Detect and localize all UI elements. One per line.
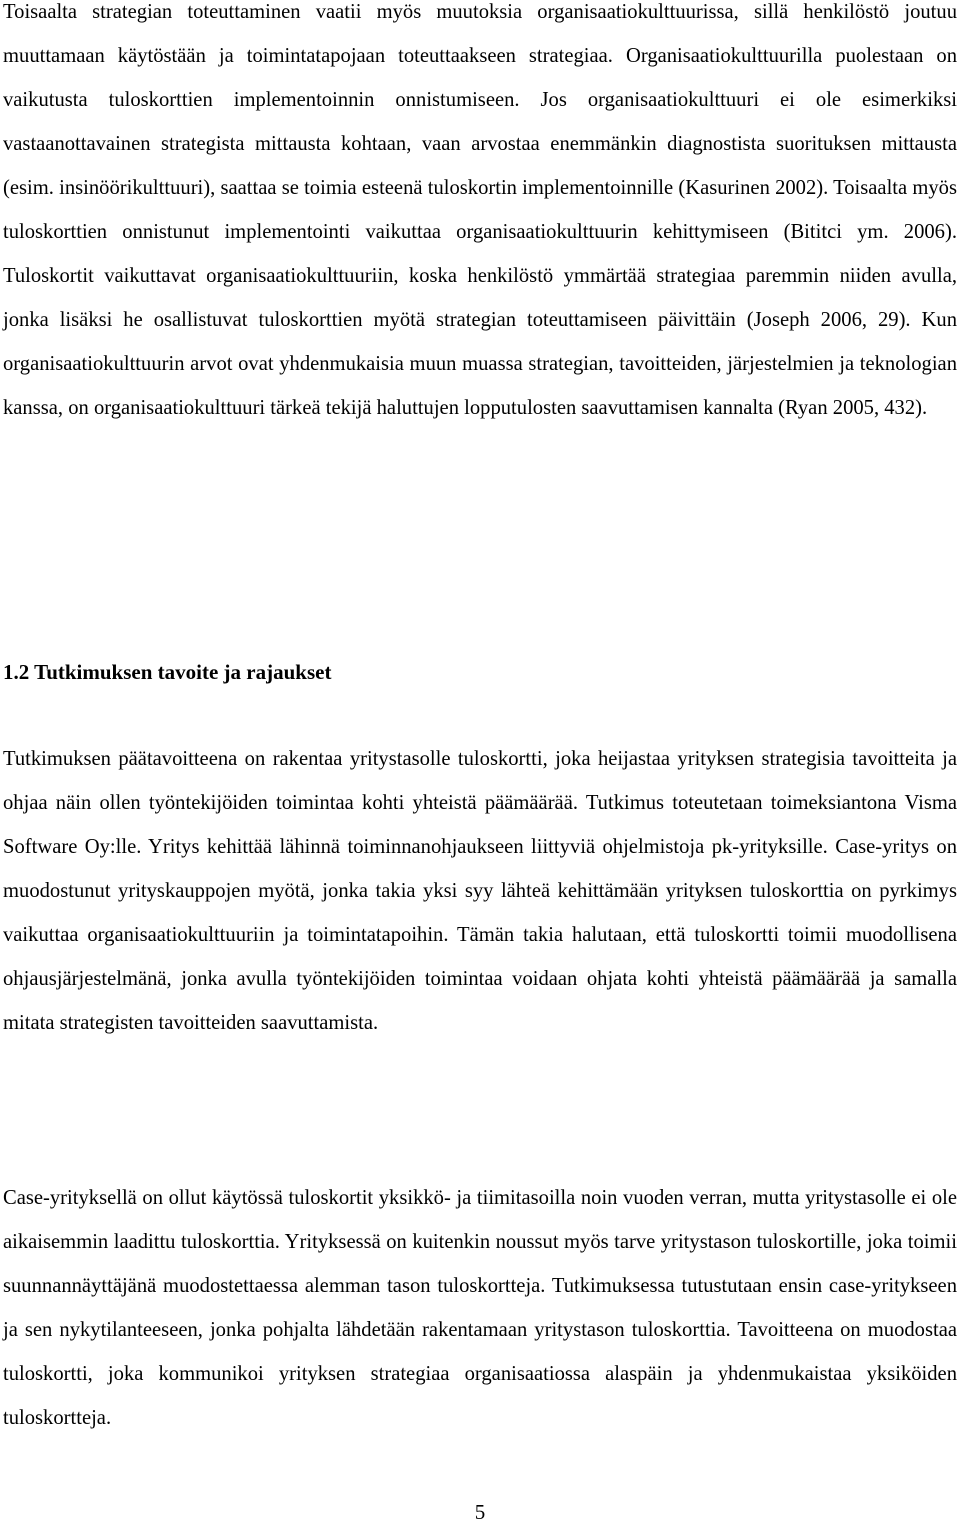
body-paragraph-scope: Case-yrityksellä on ollut käytössä tuloskortit yksikkö- ja tiimitasoilla noin vuoden verran, mutta yritystasolle ei ole aikaisemmin laadittu tuloskorttia. Yrityksessä on kuitenkin noussut myös tarve yritystason tuloskortille, joka toimii suunnannäyttäjänä muodostettaessa alemman tason tuloskortteja. Tutkimuksessa tutustutaan ensin case-yritykseen ja sen nykytilanteeseen, jonka pohjalta lähdetään rakentamaan yritystason tuloskorttia. Tavoitteena on muodostaa tuloskortti, joka kommunikoi yrityksen strategiaa organisaatiossa alaspäin ja yhdenmukaistaa yksiköiden tuloskortteja.	[3, 1187, 957, 1429]
body-paragraph-culture: Toisaalta strategian toteuttaminen vaatii myös muutoksia organisaatiokulttuurissa, sillä henkilöstö joutuu muuttamaan käytöstään ja toimintatapojaan toteuttaakseen strategiaa. Organisaatiokulttuurilla puolestaan on vaikutusta tuloskorttien implementoinnin onnistumiseen. Jos organisaatiokulttuuri ei ole esimerkiksi vastaanottavainen strategista mittausta kohtaan, vaan arvostaa enemmänkin diagnostista suorituksen mittausta (esim. insinöörikulttuuri), saattaa se toimia esteenä tuloskortin implementoinnille (Kasurinen 2002). Toisaalta myös tuloskorttien onnistunut implementointi vaikuttaa organisaatiokulttuurin kehittymiseen (Bititci ym. 2006). Tuloskortit vaikuttavat organisaatiokulttuuriin, koska henkilöstö ymmärtää strategiaa paremmin niiden avulla, jonka lisäksi he osallistuvat tuloskorttien myötä strategian toteuttamiseen päivittäin (Joseph 2006, 29). Kun organisaatiokulttuurin arvot ovat yhdenmukaisia muun muassa strategian, tavoitteiden, järjestelmien ja teknologian kanssa, on organisaatiokulttuuri tärkeä tekijä haluttujen lopputulosten saavuttamisen kannalta (Ryan 2005, 432).	[3, 1, 957, 419]
body-paragraph-objective: Tutkimuksen päätavoitteena on rakentaa yritystasolle tuloskortti, joka heijastaa yrityksen strategisia tavoitteita ja ohjaa näin ollen työntekijöiden toimintaa kohti yhteistä päämäärää. Tutkimus toteutetaan toimeksiantona Visma Software Oy:lle. Yritys kehittää lähinnä toiminnanohjaukseen liittyviä ohjelmistoja pk-yrityksille. Case-yritys on muodostunut yrityskauppojen myötä, jonka takia yksi syy lähteä kehittämään yrityksen tuloskorttia on pyrkimys vaikuttaa organisaatiokulttuuriin ja toimintatapoihin. Tämän takia halutaan, että tuloskortti toimii muodollisena ohjausjärjestelmänä, jonka avulla työntekijöiden toimintaa voidaan ohjata kohti yhteistä päämäärää ja samalla mitata strategisten tavoitteiden saavuttamista.	[3, 748, 957, 1034]
page-number: 5	[474, 1500, 486, 1524]
section-heading: 1.2 Tutkimuksen tavoite ja rajaukset	[3, 660, 332, 684]
